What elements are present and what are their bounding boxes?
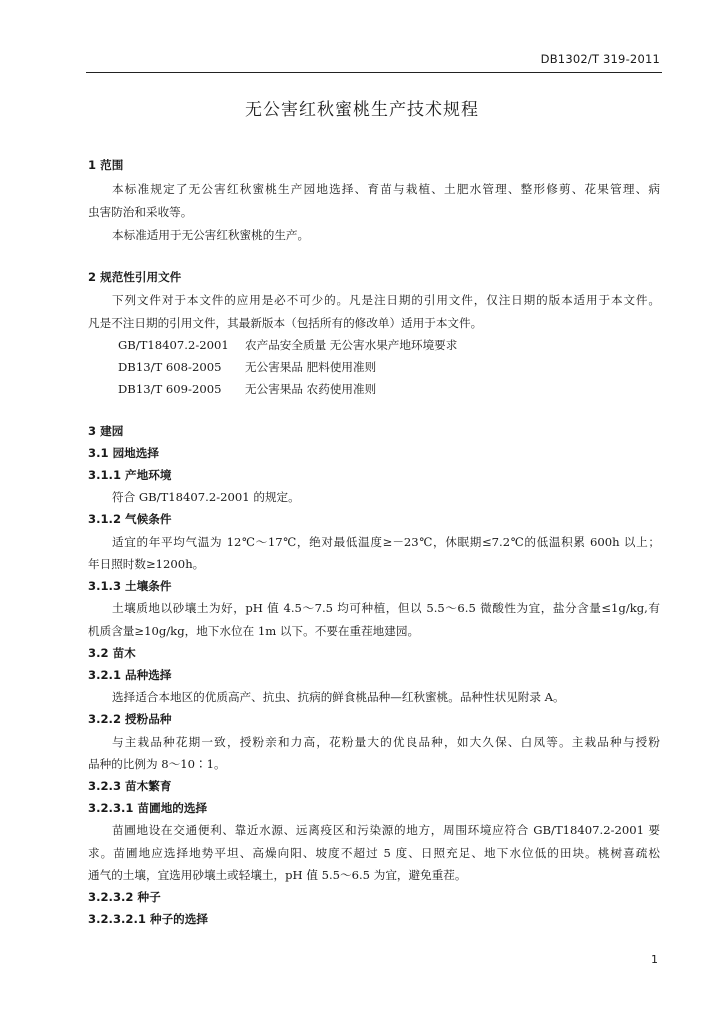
paragraph-line: 本标准适用于无公害红秋蜜桃的生产。	[112, 228, 310, 242]
paragraph-line: 符合 GB/T18407.2-2001 的规定。	[112, 490, 300, 504]
paragraph-line: 下列文件对于本文件的应用是必不可少的。凡是注日期的引用文件，仅注日期的版本适用于本文件。	[112, 293, 660, 307]
section-heading-3: 3 建园	[88, 424, 124, 438]
paragraph-line: 通气的土壤，宜选用砂壤土或轻壤土，pH 值 5.5～6.5 为宜，避免重茬。	[88, 868, 467, 882]
page-number: 1	[651, 953, 658, 966]
reference-row	[118, 337, 458, 353]
header-rule	[86, 72, 662, 73]
paragraph-line: 苗圃地设在交通便利、靠近水源、远离疫区和污染源的地方，周围环境应符合 GB/T18407.2-2001 要	[112, 823, 660, 837]
paragraph-line: 土壤质地以砂壤土为好，pH 值 4.5～7.5 均可种植，但以 5.5～6.5 微酸性为宜，盐分含量≤1g/kg,有	[112, 601, 660, 615]
subsection-heading: 3.2.3.2 种子	[88, 890, 161, 904]
section-heading-1: 1 范围	[88, 158, 124, 172]
subsection-heading: 3.1.2 气候条件	[88, 512, 172, 526]
subsection-heading: 3.2.3.1 苗圃地的选择	[88, 801, 208, 815]
standard-code: DB1302/T 319-2011	[540, 52, 660, 66]
paragraph-line: 虫害防治和采收等。	[88, 205, 193, 219]
reference-code: GB/T18407.2-2001	[118, 338, 229, 352]
reference-title: 无公害果品 农药使用准则	[245, 382, 377, 396]
subsection-heading: 3.1.1 产地环境	[88, 468, 172, 482]
reference-code: DB13/T 608-2005	[118, 360, 222, 374]
paragraph-line: 求。苗圃地应选择地势平坦、高燥向阳、坡度不超过 5 度、日照充足、地下水位低的田块。桃树喜疏松	[88, 846, 660, 860]
paragraph-line: 年日照时数≥1200h。	[88, 557, 205, 571]
paragraph-line: 品种的比例为 8～10∶1。	[88, 757, 226, 771]
subsection-heading: 3.2.3 苗木繁育	[88, 779, 172, 793]
section-heading-2: 2 规范性引用文件	[88, 270, 182, 284]
reference-row	[118, 359, 377, 375]
paragraph-line: 本标准规定了无公害红秋蜜桃生产园地选择、育苗与栽植、土肥水管理、整形修剪、花果管理、病	[112, 182, 660, 196]
subsection-heading: 3.2.3.2.1 种子的选择	[88, 912, 208, 926]
paragraph-line: 适宜的年平均气温为 12℃～17℃，绝对最低温度≥－23℃，休眠期≤7.2℃的低温积累 600h 以上；	[112, 535, 660, 549]
reference-code: DB13/T 609-2005	[118, 382, 222, 396]
subsection-heading: 3.1 园地选择	[88, 446, 159, 460]
subsection-heading: 3.2 苗木	[88, 646, 136, 660]
paragraph-line: 凡是不注日期的引用文件，其最新版本（包括所有的修改单）适用于本文件。	[88, 316, 483, 330]
subsection-heading: 3.2.2 授粉品种	[88, 712, 172, 726]
document-title: 无公害红秋蜜桃生产技术规程	[245, 100, 479, 120]
paragraph-line: 机质含量≥10g/kg，地下水位在 1m 以下。不要在重茬地建园。	[88, 624, 420, 638]
reference-title: 无公害果品 肥料使用准则	[245, 360, 377, 374]
paragraph-line: 与主栽品种花期一致，授粉亲和力高，花粉量大的优良品种，如大久保、白凤等。主栽品种与授粉	[112, 735, 660, 749]
reference-row	[118, 381, 377, 397]
reference-title: 农产品安全质量 无公害水果产地环境要求	[245, 338, 458, 352]
subsection-heading: 3.2.1 品种选择	[88, 668, 172, 682]
subsection-heading: 3.1.3 土壤条件	[88, 579, 172, 593]
paragraph-line: 选择适合本地区的优质高产、抗虫、抗病的鲜食桃品种—红秋蜜桃。品种性状见附录 A。	[112, 690, 565, 704]
